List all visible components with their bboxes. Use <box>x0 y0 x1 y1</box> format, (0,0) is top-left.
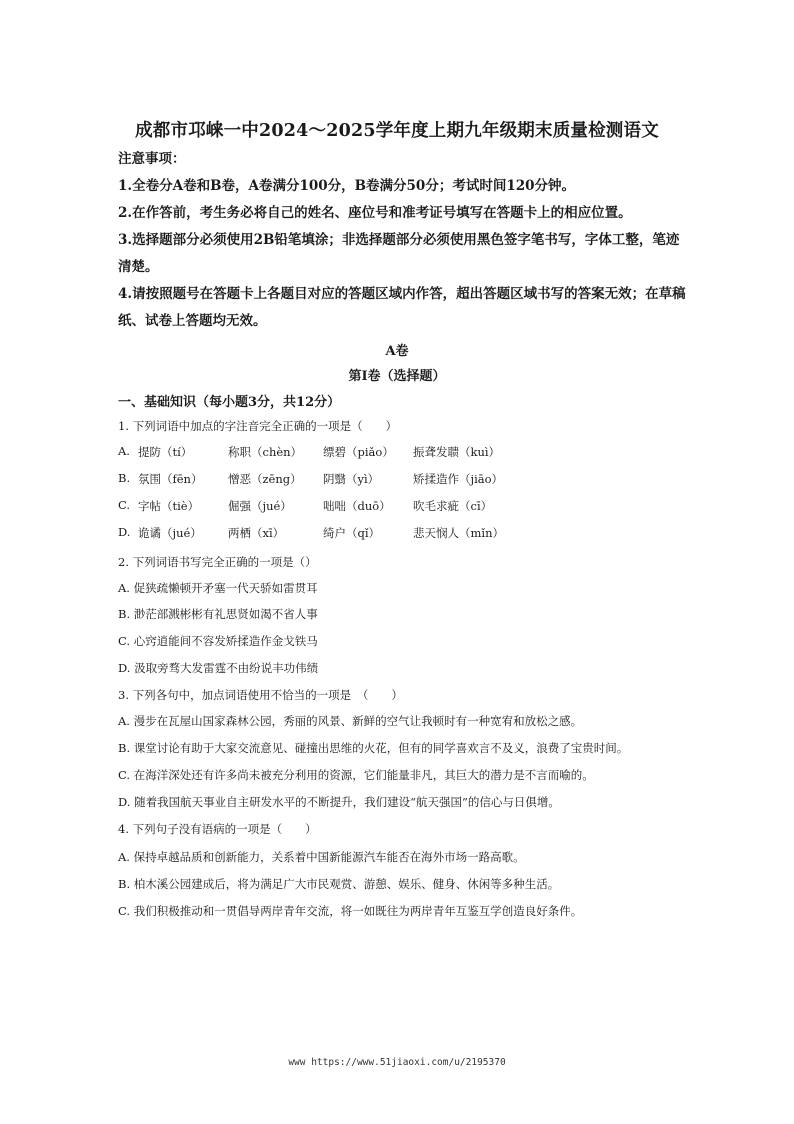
option-word: 憎恶（zēng） <box>228 472 302 486</box>
option-word: 缥碧（piǎo） <box>323 445 394 459</box>
question-2-option-c: C. 心窍逍能间不容发矫揉造作金戈铁马 <box>118 634 318 648</box>
option-word: 氛围（fēn） <box>138 472 203 486</box>
question-4-option-b: B. 柏木溪公园建成后，将为满足广大市民观赏、游憩、娱乐、健身、休闲等多种生活。 <box>118 877 560 891</box>
option-word: 倔强（jué） <box>228 499 292 513</box>
option-word: 振聋发聩（kuì） <box>413 445 501 459</box>
question-2-option-b: B. 渺茫部溅彬彬有礼思贤如渴不省人事 <box>118 607 318 621</box>
option-word: 绮户（qǐ） <box>323 526 381 540</box>
footer-url: www https://www.51jiaoxi.com/u/2195370 <box>288 1057 506 1068</box>
option-word: 提防（tí） <box>138 445 193 459</box>
question-3-option-b: B. 课堂讨论有助于大家交流意见、碰撞出思维的火花，但有的同学喜欢言不及义，浪费了宝贵时间。 <box>118 741 629 755</box>
question-4-option-c: C. 我们积极推动和一贯倡导两岸青年交流，将一如既往为两岸青年互鉴互学创造良好条件。 <box>118 904 583 918</box>
page-title: 成都市邛崃一中2024～2025学年度上期九年级期末质量检测语文 <box>135 121 659 141</box>
option-word: 两栖（xī） <box>228 526 285 540</box>
question-3-option-a: A. 漫步在瓦屋山国家森林公园，秀丽的风景、新鲜的空气让我顿时有一种宽宥和放松之感。 <box>118 714 583 728</box>
question-1-stem: 1. 下列词语中加点的字注音完全正确的一项是（ ） <box>118 419 398 433</box>
question-3-option-d: D. 随着我国航天事业自主研发水平的不断提升，我们建设“航天强国”的信心与日俱增。 <box>118 795 560 809</box>
option-word: 称职（chèn） <box>228 445 303 459</box>
option-letter: D. <box>118 525 131 539</box>
option-letter: C. <box>118 498 131 512</box>
question-2-option-a: A. 促狭疏懒顿开矛塞一代天骄如雷贯耳 <box>118 581 318 595</box>
part-heading: 第Ⅰ卷（选择题） <box>348 369 446 384</box>
option-word: 诡谲（jué） <box>138 526 202 540</box>
question-3-option-c: C. 在海洋深处还有许多尚未被充分利用的资源，它们能量非凡，其巨大的潜力是不言而喻的。 <box>118 768 594 782</box>
question-2-option-d: D. 汲取旁骛大发雷霆不由纷说丰功伟绩 <box>118 661 319 675</box>
notice-item-3: 3.选择题部分必须使用2B铅笔填涂；非选择题部分必须使用黑色签字笔书写，字体工整，笔迹清楚。 <box>118 232 680 275</box>
option-word: 字帖（tiè） <box>138 499 200 513</box>
option-letter: B. <box>118 471 131 485</box>
option-word: 吹毛求疵（cī） <box>413 499 493 513</box>
volume-heading: A卷 <box>385 344 409 359</box>
option-word: 咄咄（duō） <box>323 499 391 513</box>
notice-heading: 注意事项： <box>118 151 186 167</box>
option-letter: A. <box>118 444 130 458</box>
question-2-stem: 2. 下列词语书写完全正确的一项是（） <box>118 555 317 569</box>
option-word: 矫揉造作（jiāo） <box>413 472 504 486</box>
notice-item-4: 4.请按照题号在答题卡上各题目对应的答题区域内作答，超出答题区域书写的答案无效；在草稿纸、试卷上答题均无效。 <box>118 286 686 329</box>
option-word: 阴翳（yì） <box>323 472 380 486</box>
question-4-stem: 4. 下列句子没有语病的一项是（ ） <box>118 822 317 836</box>
notice-item-2: 2.在作答前，考生务必将自己的姓名、座位号和准考证号填写在答题卡上的相应位置。 <box>118 205 632 221</box>
question-3-stem: 3. 下列各句中，加点词语使用不恰当的一项是 （ ） <box>118 688 403 702</box>
question-4-option-a: A. 保持卓越品质和创新能力，关系着中国新能源汽车能否在海外市场一路高歌。 <box>118 850 525 864</box>
notice-item-1: 1.全卷分A卷和B卷，A卷满分100分，B卷满分50分；考试时间120分钟。 <box>118 178 576 194</box>
option-word: 悲天悯人（mǐn） <box>413 526 504 540</box>
section-heading: 一、基础知识（每小题3分，共12分） <box>118 395 341 410</box>
